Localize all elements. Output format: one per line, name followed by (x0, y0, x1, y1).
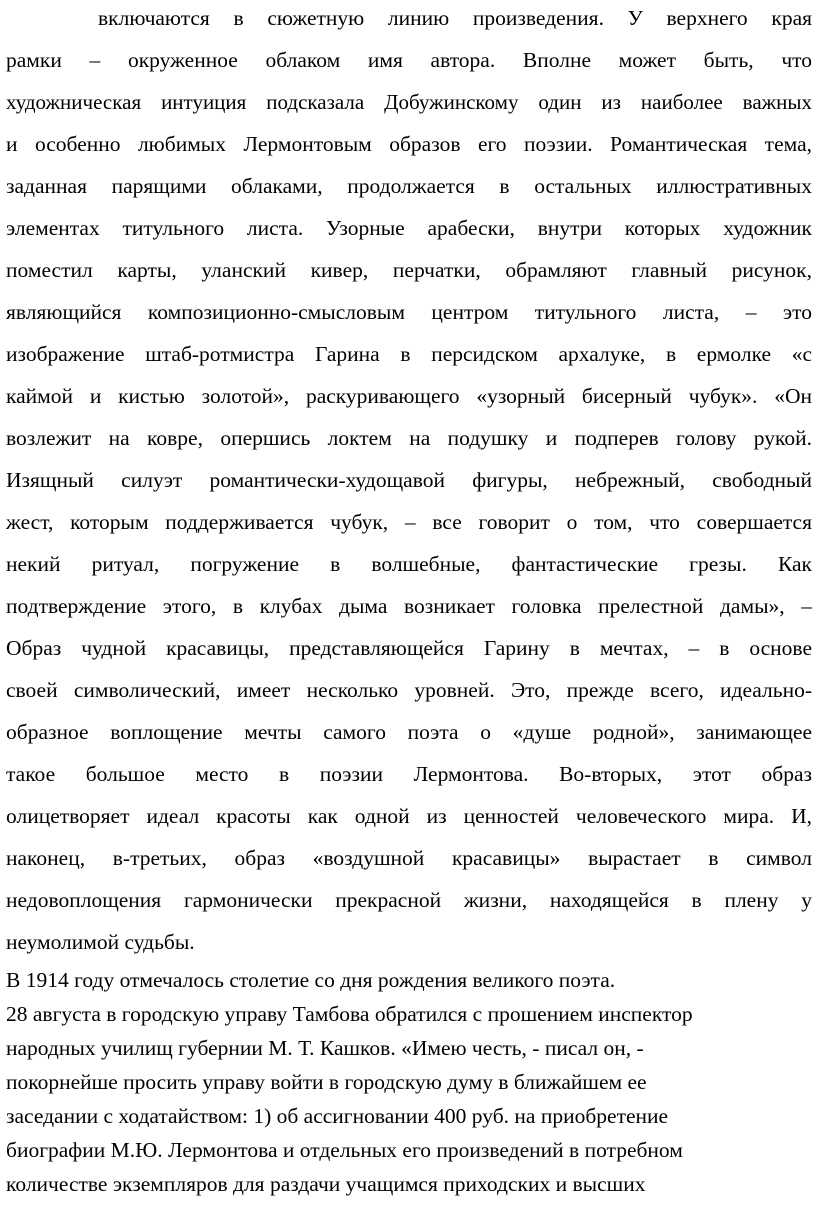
text-line: неумолимой судьбы. (6, 930, 195, 954)
text-line: Изящный силуэт романтически-худощавой фигуры, небрежный, свободный (6, 468, 812, 492)
text-line: художническая интуиция подсказала Добужинскому один из наиболее важных (6, 90, 812, 114)
text-line: некий ритуал, погружение в волшебные, фантастические грезы. Как (6, 552, 812, 576)
text-line: наконец, в-третьих, образ «воздушной красавицы» вырастает в символ (6, 846, 812, 870)
text-line: количестве экземпляров для раздачи учащимся приходских и высших (6, 1172, 646, 1196)
text-line: жест, которым поддерживается чубук, – все говорит о том, что совершается (6, 510, 812, 534)
text-line: олицетворяет идеал красоты как одной из ценностей человеческого мира. И, (6, 804, 812, 828)
text-line: такое большое место в поэзии Лермонтова. Во-вторых, этот образ (6, 762, 812, 786)
text-line: являющийся композиционно-смысловым центром титульного листа, – это (6, 300, 812, 324)
text-line: покорнейше просить управу войти в городскую думу в ближайшем ее (6, 1070, 647, 1094)
text-line: каймой и кистью золотой», раскуривающего «узорный бисерный чубук». «Он (6, 384, 812, 408)
text-line: и особенно любимых Лермонтовым образов его поэзии. Романтическая тема, (6, 132, 812, 156)
text-line: заданная парящими облаками, продолжается в остальных иллюстративных (6, 174, 812, 198)
text-line: возлежит на ковре, опершись локтем на подушку и подперев голову рукой. (6, 426, 812, 450)
text-line: включаются в сюжетную линию произведения. У верхнего края (98, 6, 812, 30)
text-line: рамки – окруженное облаком имя автора. Вполне может быть, что (6, 48, 812, 72)
text-line: элементах титульного листа. Узорные арабески, внутри которых художник (6, 216, 812, 240)
text-line: изображение штаб-ротмистра Гарина в персидском архалуке, в ермолке «с (6, 342, 812, 366)
text-line: В 1914 году отмечалось столетие со дня рождения великого поэта. (6, 968, 616, 992)
text-line: Образ чудной красавицы, представляющейся Гарину в мечтах, – в основе (6, 636, 812, 660)
text-line: 28 августа в городскую управу Тамбова обратился с прошением инспектор (6, 1002, 693, 1026)
text-line: недовоплощения гармонически прекрасной жизни, находящейся в плену у (6, 888, 812, 912)
text-line: своей символический, имеет несколько уровней. Это, прежде всего, идеально- (6, 678, 812, 702)
text-line: образное воплощение мечты самого поэта о «душе родной», занимающее (6, 720, 812, 744)
text-line: подтверждение этого, в клубах дыма возникает головка прелестной дамы», – (6, 594, 812, 618)
text-line: заседании с ходатайством: 1) об ассигновании 400 руб. на приобретение (6, 1104, 669, 1128)
text-line: биографии М.Ю. Лермонтова и отдельных его произведений в потребном (6, 1138, 683, 1162)
text-line: народных училищ губернии М. Т. Кашков. «Имею честь, - писал он, - (6, 1036, 644, 1060)
text-line: поместил карты, уланский кивер, перчатки, обрамляют главный рисунок, (6, 258, 812, 282)
